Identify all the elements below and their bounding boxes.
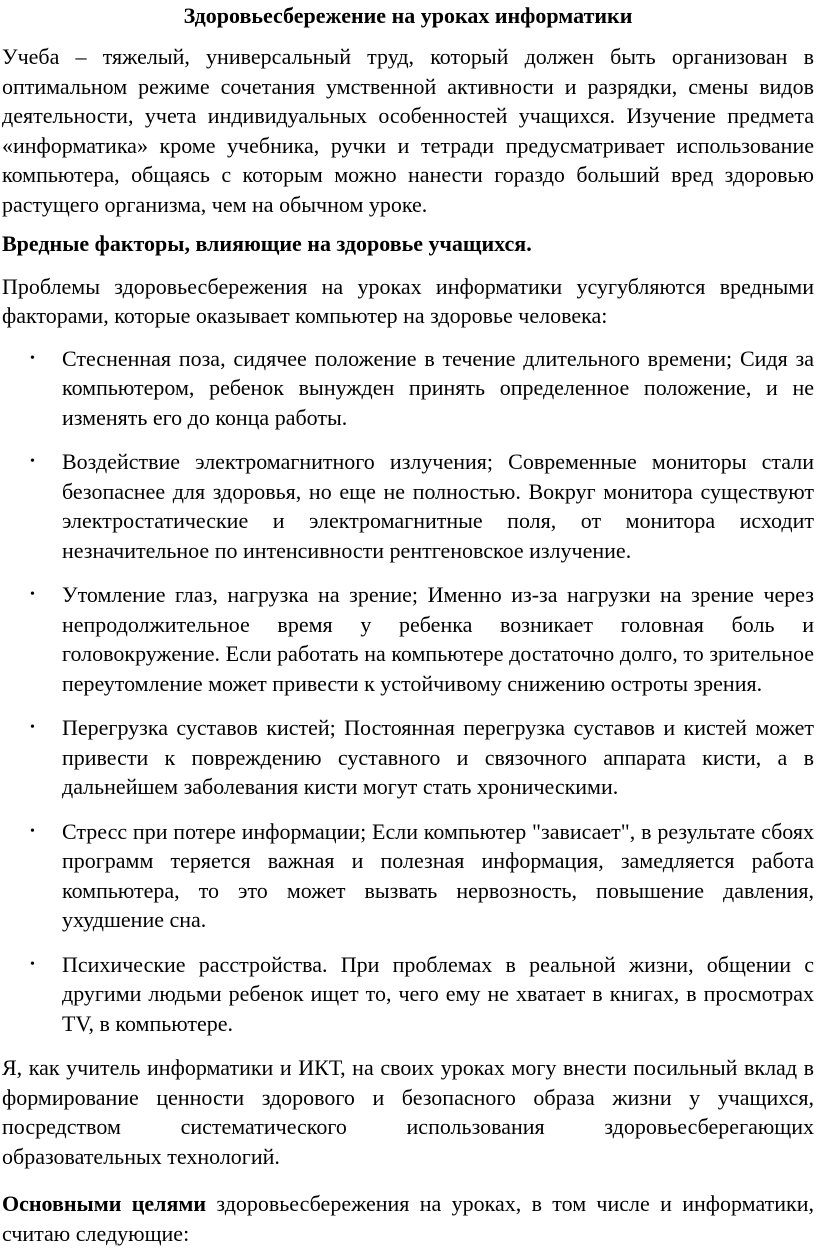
- list-item-text: Перегрузка суставов кистей; Постоянная перегрузка суставов и кистей может привести к повреждению суставного и связочного аппарата кисти, а в дальнейшем заболевания кисти могут стать хроническими.: [62, 715, 814, 799]
- teacher-paragraph: Я, как учитель информатики и ИКТ, на своих уроках могу внести посильный вклад в формирование ценности здорового и безопасного образа жизни у учащихся, посредством систематического использования здоровьесберегающих образовательных технологий.: [2, 1055, 814, 1169]
- list-item-text: Утомление глаз, нагрузка на зрение; Именно из-за нагрузки на зрение через непродолжительное время у ребенка возникает головная боль и головокружение. Если работать на компьютере достаточно долго, то зрительное переутомление может привести к устойчивому снижению остроты зрения.: [62, 582, 814, 696]
- bullet-icon: •: [30, 720, 35, 735]
- list-item: [2, 580, 814, 698]
- goals-paragraph: [2, 1189, 814, 1248]
- list-item: [2, 447, 814, 565]
- intro-paragraph: Учеба – тяжелый, универсальный труд, который должен быть организован в оптимальном режиме сочетания умственной активности и разрядки, смены видов деятельности, учета индивидуальных особенностей учащихся. Изучение предмета «информатика» кроме учебника, ручки и тетради предусматривает использование компьютера, общаясь с которым можно нанести гораздо больший вред здоровью растущего организма, чем на обычном уроке.: [2, 44, 814, 217]
- list-item-text: Стесненная поза, сидячее положение в течение длительного времени; Сидя за компьютером, ребенок вынужден принять определенное положение, и не изменять его до конца работы.: [62, 345, 814, 430]
- bullet-icon: •: [30, 350, 35, 366]
- goals-text: здоровьесбережения на уроках, в том числе и информатики, считаю следующие:: [2, 1191, 814, 1246]
- list-item-text: Стресс при потере информации; Если компьютер "зависает", в результате сбоях программ теряется важная и полезная информация, замедляется работа компьютера, то это может вызвать нервозность, повышение давления, ухудшение сна.: [62, 818, 814, 932]
- section-heading: Вредные факторы, влияющие на здоровье учащихся.: [2, 231, 532, 256]
- list-item: [2, 344, 814, 433]
- list-item: [2, 950, 814, 1039]
- goals-bold-text: Основными целями: [2, 1191, 207, 1216]
- list-item: [2, 713, 814, 802]
- document-title: Здоровьесбережение на уроках информатики: [183, 3, 633, 28]
- harmful-factors-list: [2, 344, 814, 1039]
- list-item-text: Психические расстройства. При проблемах в реальной жизни, общении с другими людьми ребенок ищет то, чего ему не хватает в книгах, в просмотрах TV, в компьютере.: [62, 951, 814, 1036]
- bullet-icon: •: [30, 454, 35, 469]
- bullet-icon: •: [30, 956, 35, 972]
- list-item: [2, 817, 814, 935]
- list-item-text: Воздействие электромагнитного излучения; Современные мониторы стали безопаснее для здоровья, но еще не полностью. Вокруг монитора существуют электростатические и электромагнитные поля, от монитора исходит незначительное по интенсивности рентгеновское излучение.: [62, 449, 814, 563]
- bullet-icon: •: [30, 587, 35, 602]
- problems-paragraph: Проблемы здоровьесбережения на уроках информатики усугубляются вредными факторами, которые оказывает компьютер на здоровье человека:: [2, 273, 814, 328]
- bullet-icon: •: [30, 823, 35, 839]
